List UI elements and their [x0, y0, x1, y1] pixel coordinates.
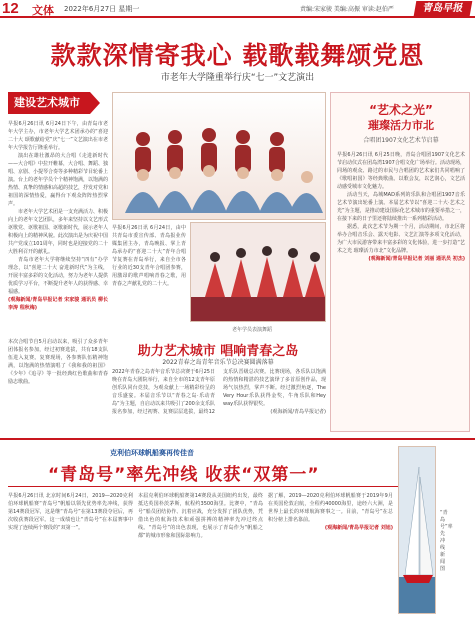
story3-para-1: 早报6月26日讯 北京时间6月24日，2019—2020克利伯环球帆船赛“青岛号”帆船以领先优势率先冲线，获得第14赛段冠军，这是继“青岛号”在第13赛段夺冠后，再次收获赛段冠军。这一成绩也让“青岛号”在本届赛事中实现了连续两个赛段的“双第一”。	[8, 493, 133, 531]
story3-para-3: 据了解，2019—2020克利伯环球帆船赛于2019年9月在英国伦敦启航，全程约40000海里，途经六大洲，是世界上最长的环球航海赛事之一。目前，“青岛号”在总积分榜上排名靠前。	[268, 493, 393, 523]
section-divider	[0, 438, 475, 440]
story2-extra-body	[8, 338, 108, 434]
page-number: 12	[2, 0, 19, 17]
section-name: 文体	[32, 4, 54, 17]
story3-headline: “青岛号”率先冲线 收获“双第一”	[48, 465, 320, 485]
story2-headline: 助力艺术城市 唱响青春之岛	[137, 344, 299, 359]
story2-para: 2022年青春之岛青年音乐节总决赛于6月25日晚在青岛大剧院举行，来自全市的12支青年原创乐队同台竞技，为观众献上一场精彩纷呈的音乐盛宴。本届音乐节以“青春之岛·乐动青岛”为主题，自启动以来共吸引了200余支乐队报名参加，经过初赛、复赛层层选拔，最终12支乐队晋级总决赛。比赛现场，各乐队以饱满的热情和精湛的技艺演绎了多首原创作品，现场气氛热烈，掌声不断。经过激烈角逐，The Very Hour乐队获得金奖，牛角乐队和Hey way乐队获得银奖。	[112, 369, 326, 415]
sidebox-title-3: 合唱团1907文化艺术节启幕	[363, 137, 439, 144]
sailboat-caption: “青岛号”率先冲线 新闻图	[440, 510, 453, 572]
stage-performance-photo	[112, 92, 326, 220]
story3-byline: (观海新闻/青岛早报记者 刘旭)	[324, 525, 393, 531]
story1-para-4: 青岛市老年大学将继续坚持“四有”办学理念，以“喜迎二十大 奋进新时代”为主线，开展丰富多彩的文化活动，努力为老年人提供优质学习平台，不断提升老年人的获得感、幸福感。	[8, 257, 108, 295]
story2-byline: (观海新闻/青岛早报记者)	[270, 409, 326, 415]
sidebox-para-3: 据悉，此次艺术节为期一个月，活动期间，市北区将举办合唱音乐会、露天电影、文艺汇演等多项文化活动，为广大市民游客带来丰富多彩的文化体验，进一步打造“艺术之光 璀璨活力市北”文化品牌。	[337, 224, 465, 254]
story3-col-1	[8, 492, 133, 614]
sailboat-image	[399, 447, 436, 614]
story1-para-1: 早报6月26日讯 6月24日下午，由青岛市老年大学主办，市老年大学艺术团承办的“喜迎二十大 颂歌献给党”庆“七一”文艺演出在市老年大学报告厅隆重举行。	[8, 121, 108, 151]
story2-body	[112, 368, 326, 434]
sidebox-body	[337, 151, 465, 427]
sidebox-para-1: 早报6月26日讯 6月25日晚，青岛合唱团1907文化艺术节启动仪式在团岛湾1907合唱文化广场举行。活动现场，同场的观众、路过的市民与合唱团的艺术家们共同唱响了《歌唱祖国》等经典歌曲。以歌会友，以艺润心，文艺活动感受城市文化魅力。	[337, 152, 465, 190]
newspaper-logo: 青岛早报	[414, 1, 473, 16]
sailboat-photo	[398, 446, 436, 614]
story2-pre-body	[112, 224, 186, 334]
column-tag: 建设艺术城市	[8, 92, 90, 114]
story2-extra-para: 本次合唱节自5月启动以来，吸引了众多青年团体报名参加，经过初赛选拔，共有18支队伍进入复赛。复赛现场，各参赛队伍精神饱满，以饱满的热情演唱了《我和我的祖国》《少年》《追寻》等一批经典红色歌曲和青春励志歌曲。	[8, 339, 108, 385]
sidebox-title-1: “艺术之光”	[369, 103, 433, 117]
story1-headline: 款款深情寄我心 载歌载舞颂党恩	[50, 41, 425, 70]
story1-byline: (观海新闻/青岛早报记者 宋家骏 通讯员 柳长 李涛 程秋梅)	[8, 297, 108, 311]
story1-para-3: 市老年大学艺术团是一支充满活力、积极向上的老年文艺团队，多年来坚持以文艺形式讴歌党、讴歌祖国、讴歌新时代，展示老年人积极向上的精神风貌。此次演出是为庆祝中国共产党成立101周年，同时也是迎接党的二十大胜利召开的献礼。	[8, 209, 108, 255]
story2-pre-para: 早报6月26日讯 6月24日，由中共青岛市委宣传部、青岛报业传媒集团主办，青岛晚报、掌上青岛承办的“喜迎二十大”青年合唱节复赛在青岛举行，来自全市各行业的近30支青年合唱团参赛，用激昂的歌声唱响青春之歌，用青春之声献礼党的二十大。	[112, 225, 186, 287]
dance-performance-photo	[190, 222, 326, 322]
issue-date: 2022年6月27日 星期一	[64, 5, 140, 13]
sidebox-para-2: 活动当天，岛城MAD系列的乐队和合唱团1907音乐艺术节演出轮番上演。本届艺术节以“喜迎二十大·艺术之光”为主题，是推动建设国际化艺术城市的重要举措之一，在接下来的日子里还将陆续推出一系列精彩活动。	[337, 192, 465, 222]
sidebox-title-2: 璀璨活力市北	[368, 119, 434, 132]
sidebox-byline: (观海新闻/青岛早报记者 刘丽 通讯员 初杰)	[368, 256, 465, 262]
story3-para-2: 本届克利伯环球帆船赛第14赛段从美国纽约出发，最终抵达英国朴茨茅斯，航程约3500海里。比赛中，“青岛号”船员团结协作、沉着应战，充分发挥了团队优势，凭借出色的航海技术和顽强拼搏的精神率先冲过终点线。“青岛号”的出色表现，也展示了青岛作为“帆船之都”的城市形象和国际影响力。	[138, 493, 263, 539]
sidebar-box	[330, 92, 470, 432]
story2-subheadline: 2022青春之岛青年音乐节总决赛圆满落幕	[162, 359, 274, 366]
story3-col-3	[268, 492, 393, 614]
story1-para-2: 演出在雄壮激昂的大合唱《走进新时代——大合唱》中拉开帷幕，大合唱、舞蹈、独唱、京剧、小提琴合奏等多种精彩节目轮番上演。台上的老年学员个个精神饱满，以饱满的热情、真挚的情感和高超的技艺，抒发对党和祖国的深情热爱，赢得台下观众阵阵热烈掌声。	[8, 153, 108, 207]
stage-performance-image	[113, 93, 326, 220]
photo-caption: 老年学员表演舞蹈	[232, 327, 273, 333]
story1-subheadline: 市老年大学隆重举行庆“七一”文艺演出	[160, 73, 315, 83]
dance-image	[191, 223, 326, 322]
page-header	[0, 0, 475, 18]
story3-kicker: 克利伯环球帆船赛再传佳音	[110, 449, 194, 457]
story3-col-2	[138, 492, 263, 614]
story1-body	[8, 120, 108, 335]
editor-credits: 责编:宋家骏 美编:高振 审读:赵伯严	[300, 6, 394, 13]
story3-rule	[8, 486, 398, 487]
